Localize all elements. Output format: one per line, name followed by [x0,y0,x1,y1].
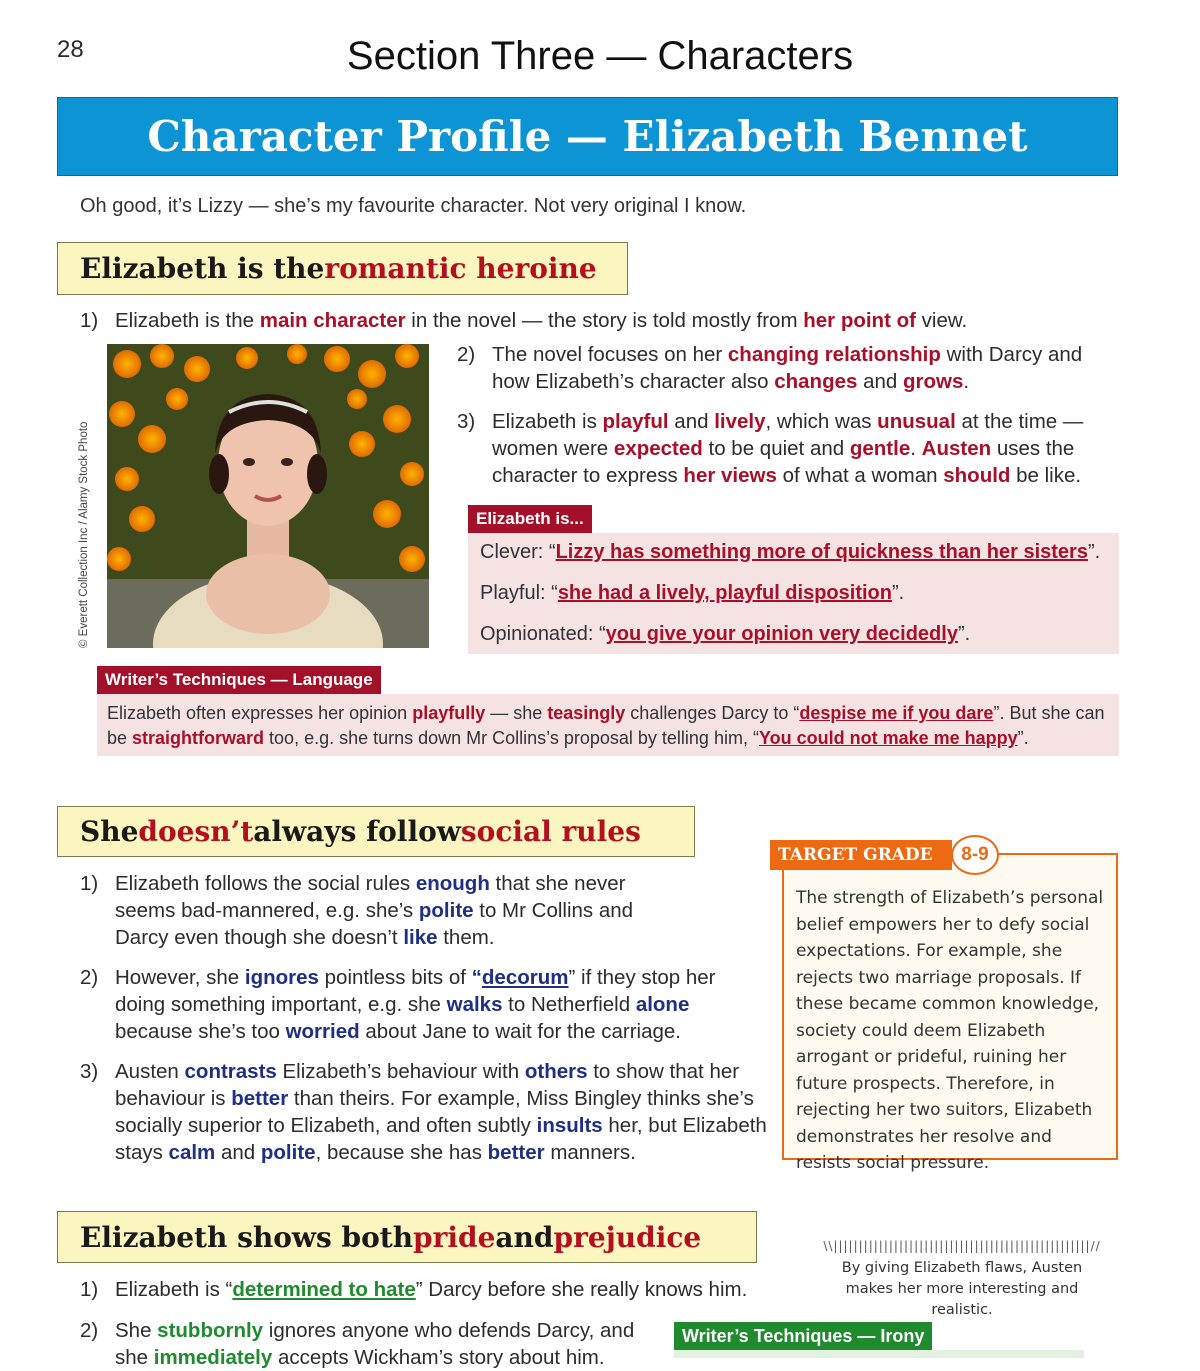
text: at the time — women were [492,410,1084,460]
point-number: 2) [80,1319,99,1342]
text: than theirs. For example, Miss Bingley thinks she’s socially superior to Elizabeth, and often subtly [115,1087,754,1137]
writers-techniques-language-box [97,694,1119,756]
keyword: ignores [244,966,319,989]
text: and [668,410,715,433]
page-banner [57,97,1118,176]
quote-end: ”. [891,582,905,604]
note-text: By giving Elizabeth flaws, Austen makes her more interesting and realistic. [841,1260,1083,1318]
keyword: alone [635,993,690,1016]
text: them. [437,926,495,949]
page-number: 28 [57,36,84,63]
quote-playful [480,582,904,605]
heading-highlight: doesn’t [138,815,254,848]
keyword: teasingly [547,703,626,723]
text: ” [568,966,576,989]
text: in the novel — the story is told mostly from [405,309,804,332]
quote-label: Playful: “ [480,582,558,604]
keyword: main character [259,309,406,332]
keyword: better [487,1141,545,1164]
quote-text: you give your opinion very decidedly [605,623,958,645]
text: because she’s too [115,1020,286,1043]
quote-text: You could not make me happy [758,728,1018,748]
heading-pride-prejudice [57,1211,757,1263]
point-number: 2) [80,966,99,989]
heading-highlight: prejudice [553,1220,702,1254]
text: and [857,370,903,393]
keyword: changes [774,370,858,393]
text: be like. [1010,464,1082,487]
text: She [115,1319,158,1342]
text: ”. [1017,728,1029,748]
banner-title: Character Profile — Elizabeth Bennet [147,112,1028,161]
text: However, she [115,966,245,989]
keyword: others [524,1060,588,1083]
keyword: gentle [849,437,911,460]
point-number: 3) [457,410,476,433]
keyword: her point of [803,309,916,332]
intro-text: Oh good, it’s Lizzy — she’s my favourite character. Not very original I know. [80,195,747,217]
text: , which was [765,410,878,433]
text: to show that her behaviour is [115,1060,740,1110]
keyword: unusual [877,410,956,433]
keyword: changing relationship [727,343,941,366]
irony-box [674,1350,1084,1358]
text: — she [485,703,548,723]
elizabeth-is-tag: Elizabeth is... [468,505,592,533]
text: and [215,1141,261,1164]
text: with Darcy and how Elizabeth’s character also [492,343,1083,393]
text: , because she has [315,1141,488,1164]
quote-text: determined to hate [232,1278,416,1301]
heading-highlight: pride [413,1220,496,1254]
text: to Netherfield [502,993,636,1016]
point-number: 3) [80,1060,99,1083]
text: “ [471,966,482,989]
point-2 [80,1317,665,1371]
heading-text: and [495,1220,554,1254]
text: Elizabeth often expresses her opinion [107,703,413,723]
keyword: playful [602,410,669,433]
text: Elizabeth is “ [115,1278,233,1301]
text: ” Darcy before she really knows him. [415,1278,748,1301]
quote-text: despise me if you dare [799,703,994,723]
point-number: 2) [457,343,476,366]
writers-techniques-language-tag: Writer’s Techniques — Language [97,666,381,694]
keyword: lively [714,410,766,433]
quotes-box [468,533,1119,654]
text: her, but Elizabeth stays [115,1114,767,1164]
keyword: should [943,464,1011,487]
photo-credit: © Everett Collection Inc / Alamy Stock Photo [78,421,90,648]
keyword: expected [613,437,703,460]
text: Elizabeth’s behaviour with [276,1060,525,1083]
target-grade-badge: 8-9 [951,835,999,875]
quote-text: she had a lively, playful disposition [557,582,892,604]
heading-romantic-heroine [57,242,628,295]
keyword: walks [446,993,503,1016]
text: if they stop her doing something important, e.g. she [115,966,716,1016]
text: pointless bits of [318,966,472,989]
text: to Mr Collins and Darcy even though she doesn’t [115,899,634,949]
text: ”. But she can be [107,703,1105,748]
elizabeth-photo [107,344,429,648]
text: Austen [115,1060,185,1083]
quote-text: decorum [481,966,569,989]
target-grade-text: The strength of Elizabeth’s personal belief empowers her to defy social expectations. For example, she rejects two marriage proposals. If these became common knowledge, society could deem Elizabeth arrogant or prideful, ruining her future prospects. Therefore, in rejecting her two suitors, Elizabeth demonstrates her resolve and resists social pressure. [796,888,1104,1173]
text: challenges Darcy to “ [625,703,800,723]
heading-highlight: romantic heroine [324,252,597,285]
heading-text: always follow [253,815,461,848]
quote-text: Lizzy has something more of quickness than her sisters [555,541,1088,563]
point-2 [80,964,770,1045]
keyword: better [231,1087,289,1110]
keyword: playfully [412,703,486,723]
point-1 [80,307,1130,334]
point-2 [457,341,1117,395]
keyword: straightforward [132,728,265,748]
text: view. [915,309,968,332]
point-1 [80,870,680,951]
heading-text: Elizabeth shows both [80,1220,414,1254]
keyword: like [403,926,438,949]
text: of what a woman [776,464,944,487]
text: ignores anyone who defends Darcy, and she [115,1319,635,1369]
keyword: stubbornly [157,1319,264,1342]
text: to be quiet and [702,437,850,460]
quote-clever [480,541,1100,564]
heading-social-rules [57,806,695,857]
text: . [910,437,922,460]
quote-end: ”. [1087,541,1101,563]
keyword: contrasts [184,1060,277,1083]
text: The novel focuses on her [492,343,728,366]
keyword: worried [285,1020,360,1043]
point-number: 1) [80,872,99,895]
heading-text: She [80,815,139,848]
keyword: calm [168,1141,216,1164]
text: about Jane to wait for the carriage. [359,1020,681,1043]
text: that she never seems bad-mannered, e.g. she’s [115,872,626,922]
section-title: Section Three — Characters [346,34,854,78]
text: Elizabeth follows the social rules [115,872,416,895]
keyword: grows [903,370,964,393]
heading-text: Elizabeth is the [80,252,325,285]
keyword: insults [536,1114,603,1137]
point-3 [80,1058,770,1166]
side-note [806,1240,1118,1318]
point-number: 1) [80,309,99,332]
quote-label: Opinionated: “ [480,623,606,645]
text: . [963,370,970,393]
keyword: immediately [153,1346,273,1369]
point-number: 1) [80,1278,99,1301]
note-border-top: \\|||||||||||||||||||||||||||||||||||||||||||||||||||// [823,1240,1101,1253]
quote-label: Clever: “ [480,541,556,563]
keyword: enough [415,872,490,895]
quote-opinionated [480,623,970,646]
text: Elizabeth is [492,410,603,433]
point-3 [457,408,1117,489]
keyword: Austen [921,437,992,460]
text: uses the character to express [492,437,1075,487]
text: manners. [544,1141,636,1164]
keyword: her views [683,464,777,487]
target-grade-tag: TARGET GRADE [770,840,952,870]
keyword: polite [260,1141,316,1164]
quote-end: ”. [957,623,971,645]
keyword: polite [418,899,474,922]
text: accepts Wickham’s story about him. [272,1346,605,1369]
text: too, e.g. she turns down Mr Collins’s proposal by telling him, “ [264,728,759,748]
heading-highlight: social rules [460,815,641,848]
writers-techniques-irony-tag: Writer’s Techniques — Irony [674,1322,932,1350]
portrait-illustration [107,344,429,648]
text: Elizabeth is the [115,309,260,332]
point-1 [80,1276,800,1303]
